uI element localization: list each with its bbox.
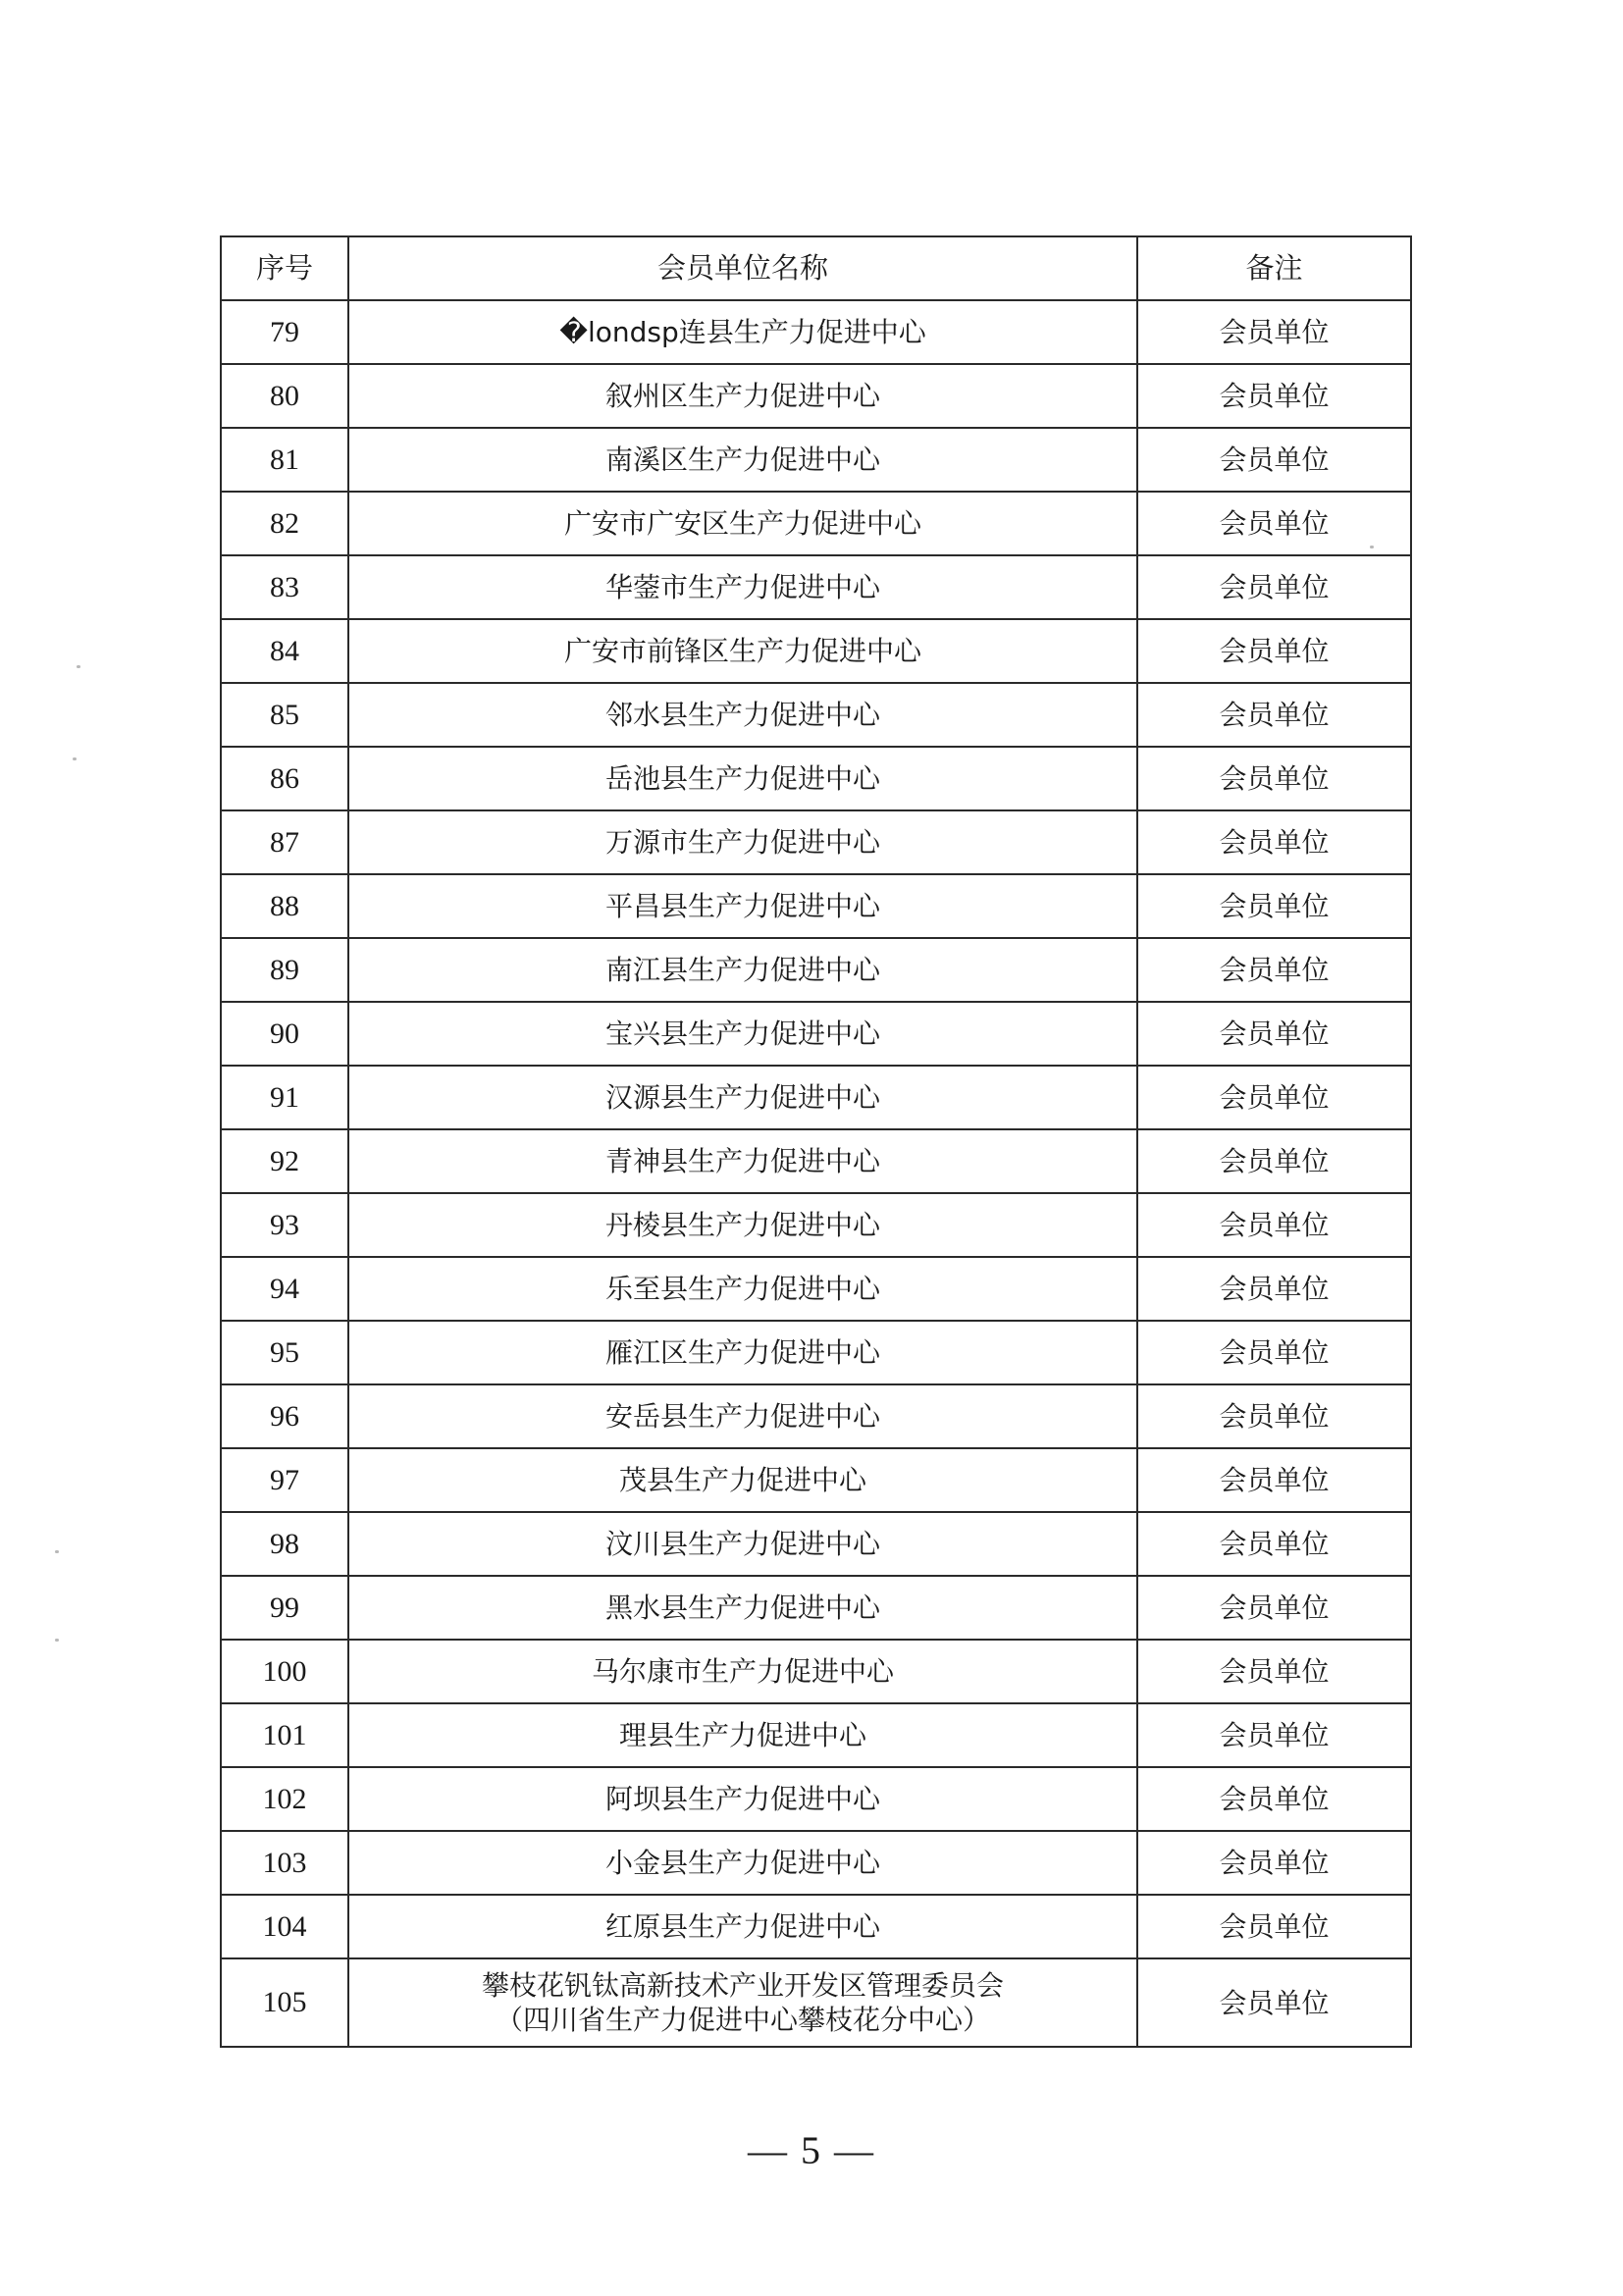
member-unit-name-cell xyxy=(348,1576,1137,1640)
member-unit-name-cell xyxy=(348,428,1137,492)
table-row xyxy=(221,1703,1411,1767)
member-unit-name-line: 乐至县生产力促进中心 xyxy=(604,1273,880,1305)
remarks-cell: 会员单位 xyxy=(1137,1831,1411,1895)
member-unit-name-cell xyxy=(348,1448,1137,1512)
member-unit-name-cell xyxy=(348,874,1137,938)
table-row xyxy=(221,1129,1411,1193)
serial-number-cell: 102 xyxy=(221,1767,348,1831)
serial-number-cell: 93 xyxy=(221,1193,348,1257)
serial-number-cell: 94 xyxy=(221,1257,348,1321)
remarks-cell: 会员单位 xyxy=(1137,1576,1411,1640)
member-unit-name-line: 岳池县生产力促进中心 xyxy=(604,762,880,795)
table-row xyxy=(221,364,1411,428)
member-unit-name-line: 邻水县生产力促进中心 xyxy=(604,699,880,731)
member-unit-name-cell xyxy=(348,1703,1137,1767)
header-remarks: 备注 xyxy=(1137,236,1411,300)
member-unit-name-line: 安岳县生产力促进中心 xyxy=(604,1400,880,1433)
member-unit-name-cell xyxy=(348,300,1137,364)
member-unit-name-line: 理县生产力促进中心 xyxy=(618,1719,866,1751)
member-unit-name-cell xyxy=(348,1640,1137,1703)
header-serial-number: 序号 xyxy=(221,236,348,300)
member-unit-name-line: 广安市前锋区生产力促进中心 xyxy=(563,635,921,667)
table-row xyxy=(221,1895,1411,1958)
remarks-cell: 会员单位 xyxy=(1137,874,1411,938)
member-unit-name-line: 汶川县生产力促进中心 xyxy=(604,1528,880,1560)
member-unit-name-line: 茂县生产力促进中心 xyxy=(618,1464,866,1496)
member-unit-name-cell xyxy=(348,1831,1137,1895)
member-unit-name-cell xyxy=(348,810,1137,874)
serial-number-cell: 83 xyxy=(221,555,348,619)
remarks-cell: 会员单位 xyxy=(1137,1895,1411,1958)
remarks-cell: 会员单位 xyxy=(1137,428,1411,492)
table-row xyxy=(221,555,1411,619)
serial-number-cell: 104 xyxy=(221,1895,348,1958)
member-unit-name-cell xyxy=(348,555,1137,619)
remarks-cell: 会员单位 xyxy=(1137,1958,1411,2047)
remarks-cell: 会员单位 xyxy=(1137,1129,1411,1193)
member-unit-name-cell xyxy=(348,1895,1137,1958)
member-unit-name-line: 南溪区生产力促进中心 xyxy=(604,444,880,476)
remarks-cell: 会员单位 xyxy=(1137,1512,1411,1576)
remarks-cell: 会员单位 xyxy=(1137,555,1411,619)
table-row xyxy=(221,1193,1411,1257)
member-unit-name-line: 华蓥市生产力促进中心 xyxy=(604,571,880,603)
serial-number-cell: 79 xyxy=(221,300,348,364)
member-unit-name-cell xyxy=(348,747,1137,810)
member-unit-name-line: 红原县生产力促进中心 xyxy=(604,1910,880,1943)
member-unit-name-line: 万源市生产力促进中心 xyxy=(604,826,880,859)
serial-number-cell: 85 xyxy=(221,683,348,747)
table-header-row xyxy=(221,236,1411,300)
remarks-cell: 会员单位 xyxy=(1137,1066,1411,1129)
serial-number-cell: 105 xyxy=(221,1958,348,2047)
page-number: — 5 — xyxy=(748,2128,875,2172)
serial-number-cell: 103 xyxy=(221,1831,348,1895)
member-unit-name-line: 马尔康市生产力促进中心 xyxy=(591,1655,894,1688)
member-unit-name-line: 宝兴县生产力促进中心 xyxy=(604,1018,880,1050)
member-unit-name-cell xyxy=(348,1129,1137,1193)
table-row xyxy=(221,1767,1411,1831)
table-row xyxy=(221,1384,1411,1448)
member-unit-name-cell xyxy=(348,1257,1137,1321)
serial-number-cell: 86 xyxy=(221,747,348,810)
table-row xyxy=(221,1002,1411,1066)
member-units-table xyxy=(220,235,1412,2048)
table-row xyxy=(221,1066,1411,1129)
member-unit-name-line: 广安市广安区生产力促进中心 xyxy=(563,507,921,540)
member-unit-name-line: 丹棱县生产力促进中心 xyxy=(604,1209,880,1241)
serial-number-cell: 89 xyxy=(221,938,348,1002)
member-unit-name-cell xyxy=(348,1767,1137,1831)
table-row xyxy=(221,1512,1411,1576)
member-unit-name-line: 雁江区生产力促进中心 xyxy=(604,1336,880,1369)
remarks-cell: 会员单位 xyxy=(1137,1384,1411,1448)
member-unit-name-line: 叙州区生产力促进中心 xyxy=(604,380,880,412)
serial-number-cell: 100 xyxy=(221,1640,348,1703)
remarks-cell: 会员单位 xyxy=(1137,300,1411,364)
remarks-cell: 会员单位 xyxy=(1137,1193,1411,1257)
remarks-cell: 会员单位 xyxy=(1137,1321,1411,1384)
remarks-cell: 会员单位 xyxy=(1137,810,1411,874)
remarks-cell: 会员单位 xyxy=(1137,1448,1411,1512)
table-row xyxy=(221,300,1411,364)
table-row xyxy=(221,810,1411,874)
member-unit-name-cell xyxy=(348,1066,1137,1129)
remarks-cell: 会员单位 xyxy=(1137,1640,1411,1703)
remarks-cell: 会员单位 xyxy=(1137,938,1411,1002)
member-unit-name-cell xyxy=(348,492,1137,555)
serial-number-cell: 95 xyxy=(221,1321,348,1384)
table-row xyxy=(221,1958,1411,2047)
table-row xyxy=(221,874,1411,938)
serial-number-cell: 80 xyxy=(221,364,348,428)
serial-number-cell: 92 xyxy=(221,1129,348,1193)
table-row xyxy=(221,428,1411,492)
serial-number-cell: 99 xyxy=(221,1576,348,1640)
scan-speck xyxy=(55,1550,59,1553)
serial-number-cell: 96 xyxy=(221,1384,348,1448)
remarks-cell: 会员单位 xyxy=(1137,747,1411,810)
remarks-cell: 会员单位 xyxy=(1137,492,1411,555)
remarks-cell: 会员单位 xyxy=(1137,364,1411,428)
serial-number-cell: 88 xyxy=(221,874,348,938)
remarks-cell: 会员单位 xyxy=(1137,1257,1411,1321)
member-unit-name-cell xyxy=(348,1958,1137,2047)
member-unit-name-cell xyxy=(348,1384,1137,1448)
table-row xyxy=(221,619,1411,683)
serial-number-cell: 84 xyxy=(221,619,348,683)
scan-speck xyxy=(73,757,77,760)
table-row xyxy=(221,938,1411,1002)
scan-speck xyxy=(77,665,80,668)
member-unit-name-line: 汉源县生产力促进中心 xyxy=(604,1081,880,1114)
serial-number-cell: 87 xyxy=(221,810,348,874)
remarks-cell: 会员单位 xyxy=(1137,1002,1411,1066)
header-member-unit-name: 会员单位名称 xyxy=(348,236,1137,300)
member-unit-name-cell xyxy=(348,364,1137,428)
member-unit-name-line: 攀枝花钒钛高新技术产业开发区管理委员会 xyxy=(481,1969,1004,2002)
member-unit-name-line: （四川省生产力促进中心攀枝花分中心） xyxy=(495,2004,990,2036)
remarks-cell: 会员单位 xyxy=(1137,1703,1411,1767)
member-unit-name-cell xyxy=(348,683,1137,747)
table-row xyxy=(221,1321,1411,1384)
member-unit-name-line: 平昌县生产力促进中心 xyxy=(604,890,880,922)
table-row xyxy=(221,492,1411,555)
remarks-cell: 会员单位 xyxy=(1137,619,1411,683)
table-row xyxy=(221,1576,1411,1640)
member-unit-name-line: 青神县生产力促进中心 xyxy=(604,1145,880,1177)
member-unit-name-cell xyxy=(348,1002,1137,1066)
member-unit-name-line: �londsp连县生产力促进中心 xyxy=(559,316,926,348)
table-body xyxy=(221,300,1411,2047)
serial-number-cell: 81 xyxy=(221,428,348,492)
serial-number-cell: 82 xyxy=(221,492,348,555)
remarks-cell: 会员单位 xyxy=(1137,1767,1411,1831)
serial-number-cell: 101 xyxy=(221,1703,348,1767)
scan-speck xyxy=(55,1639,59,1642)
table-row xyxy=(221,747,1411,810)
table-row xyxy=(221,1640,1411,1703)
table-row xyxy=(221,1448,1411,1512)
member-unit-name-cell xyxy=(348,1193,1137,1257)
serial-number-cell: 90 xyxy=(221,1002,348,1066)
member-unit-name-line: 南江县生产力促进中心 xyxy=(604,954,880,986)
table-row xyxy=(221,1831,1411,1895)
member-unit-name-line: 阿坝县生产力促进中心 xyxy=(604,1783,880,1815)
serial-number-cell: 97 xyxy=(221,1448,348,1512)
member-unit-name-line: 小金县生产力促进中心 xyxy=(604,1847,880,1879)
member-unit-name-cell xyxy=(348,1321,1137,1384)
member-unit-name-cell xyxy=(348,1512,1137,1576)
remarks-cell: 会员单位 xyxy=(1137,683,1411,747)
serial-number-cell: 98 xyxy=(221,1512,348,1576)
member-unit-name-cell xyxy=(348,619,1137,683)
serial-number-cell: 91 xyxy=(221,1066,348,1129)
table-row xyxy=(221,1257,1411,1321)
member-unit-name-line: 黑水县生产力促进中心 xyxy=(604,1592,880,1624)
table-row xyxy=(221,683,1411,747)
member-unit-name-cell xyxy=(348,938,1137,1002)
